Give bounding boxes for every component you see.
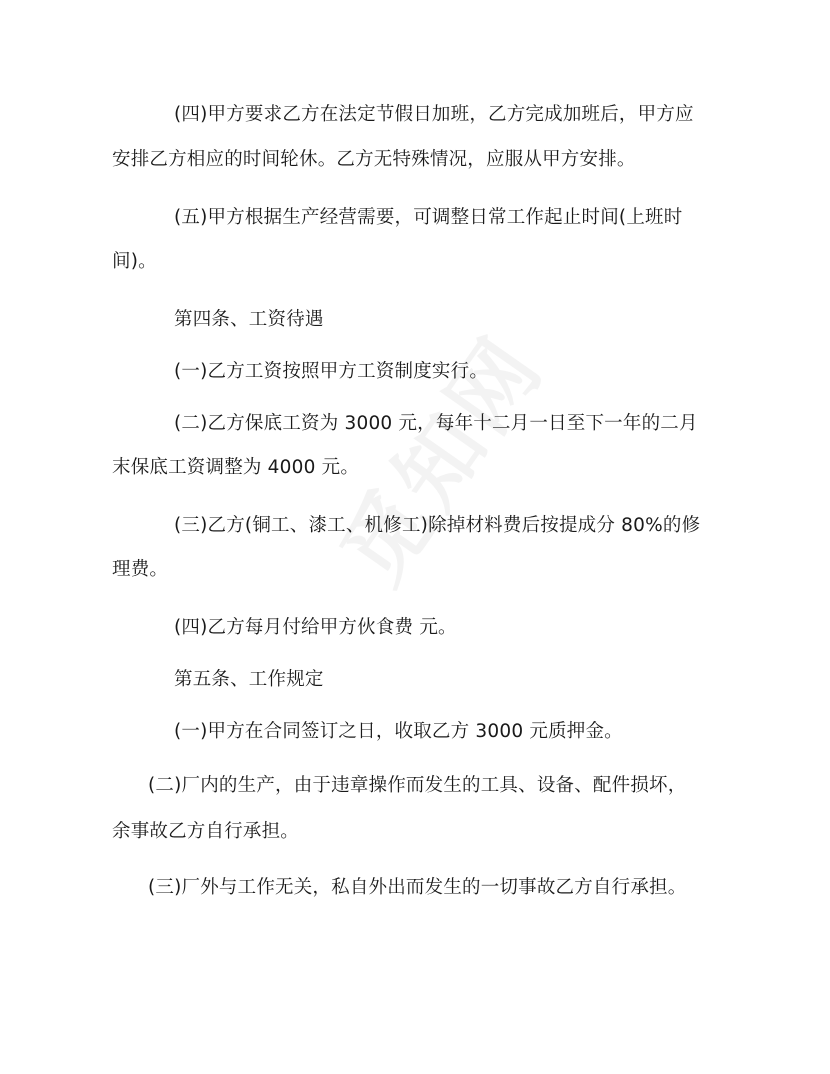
paragraph-line: (一)乙方工资按照甲方工资制度实行。 <box>174 361 489 382</box>
paragraph-line: (四)甲方要求乙方在法定节假日加班，乙方完成加班后，甲方应 <box>174 104 694 125</box>
paragraph-line: (五)甲方根据生产经营需要，可调整日常工作起止时间(上班时 <box>174 207 683 228</box>
section-heading: 第四条、工资待遇 <box>174 309 324 330</box>
paragraph-line: 理费。 <box>112 559 169 580</box>
paragraph-line: 间)。 <box>112 251 157 272</box>
section-heading: 第五条、工作规定 <box>174 669 324 690</box>
paragraph-line: (四)乙方每月付给甲方伙食费 元。 <box>174 617 457 638</box>
paragraph-line: (二)厂内的生产，由于违章操作而发生的工具、设备、配件损坏， <box>148 775 687 796</box>
paragraph-line: 安排乙方相应的时间轮休。乙方无特殊情况，应服从甲方安排。 <box>112 149 636 170</box>
watermark <box>307 287 594 613</box>
paragraph-line: (三)乙方(铜工、漆工、机修工)除掉材料费后按提成分 80%的修 <box>174 515 701 536</box>
paragraph-line: (二)乙方保底工资为 3000 元，每年十二月一日至下一年的二月 <box>174 413 698 434</box>
paragraph-line: (一)甲方在合同签订之日，收取乙方 3000 元质押金。 <box>174 721 623 742</box>
paragraph-line: (三)厂外与工作无关，私自外出而发生的一切事故乙方自行承担。 <box>148 877 687 898</box>
paragraph-line: 余事故乙方自行承担。 <box>112 821 300 842</box>
paragraph-line: 末保底工资调整为 4000 元。 <box>112 457 360 478</box>
